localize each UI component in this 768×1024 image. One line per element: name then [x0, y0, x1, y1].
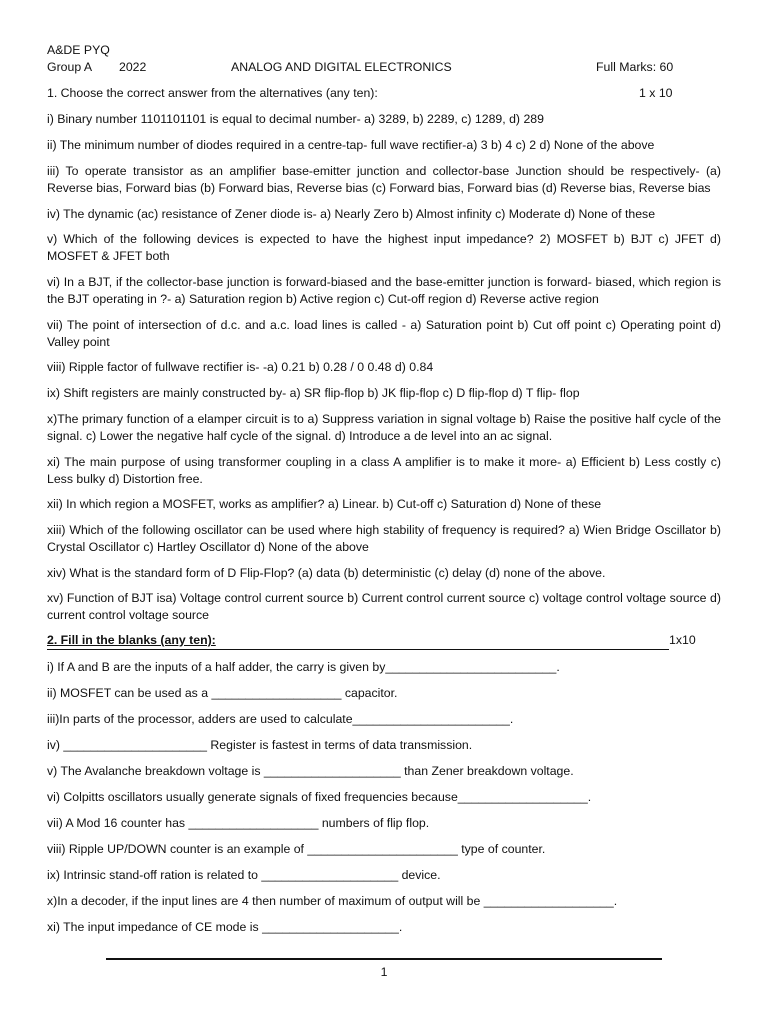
- mcq-item: xv) Function of BJT isa) Voltage control current source b) Current control current source c) voltage control voltage source d) current control voltage source: [47, 591, 721, 622]
- mcq-item: i) Binary number 1101101101 is equal to decimal number- a) 3289, b) 2289, c) 1289, d) 289: [47, 112, 544, 126]
- footer-divider: [106, 958, 662, 960]
- blank-item: ii) MOSFET can be used as a ___________________ capacitor.: [47, 686, 398, 700]
- mcq-item: x)The primary function of a elamper circuit is to a) Suppress variation in signal voltage b) Raise the positive half cycle of the signal. c) Lower the negative half cycle of the signal. d) Introduce a de level into an ac signal.: [47, 412, 721, 443]
- section1-marks: 1 x 10: [639, 86, 673, 100]
- blank-item: iv) _____________________ Register is fastest in terms of data transmission.: [47, 738, 473, 752]
- blank-item: iii)In parts of the processor, adders are used to calculate_______________________.: [47, 712, 514, 726]
- blank-item: vii) A Mod 16 counter has ___________________ numbers of flip flop.: [47, 816, 430, 830]
- exam-year: 2022: [119, 60, 147, 74]
- mcq-item: vi) In a BJT, if the collector-base junction is forward-biased and the base-emitter junction is forward- biased, which region is the BJT operating in ?- a) Saturation region b) Active region c) Cut-off region d) Reverse active region: [47, 275, 721, 306]
- mcq-item: xiv) What is the standard form of D Flip-Flop? (a) data (b) deterministic (c) delay (d) none of the above.: [47, 566, 606, 580]
- mcq-item: viii) Ripple factor of fullwave rectifier is- -a) 0.21 b) 0.28 / 0 0.48 d) 0.84: [47, 360, 434, 374]
- section1-title: 1. Choose the correct answer from the alternatives (any ten):: [47, 86, 378, 100]
- mcq-item: vii) The point of intersection of d.c. and a.c. load lines is called - a) Saturation point b) Cut off point c) Operating point d) Valley point: [47, 318, 721, 349]
- group-label: Group A: [47, 60, 93, 74]
- mcq-item: ix) Shift registers are mainly constructed by- a) SR flip-flop b) JK flip-flop c) D flip-flop d) T flip- flop: [47, 386, 580, 400]
- paper-code: A&DE PYQ: [47, 43, 110, 57]
- mcq-item: ii) The minimum number of diodes required in a centre-tap- full wave rectifier-a) 3 b) 4 c) 2 d) None of the above: [47, 138, 655, 152]
- full-marks: Full Marks: 60: [596, 60, 674, 74]
- page-number: 1: [380, 965, 388, 979]
- blank-item: v) The Avalanche breakdown voltage is ____________________ than Zener breakdown voltage.: [47, 764, 574, 778]
- mcq-item: iv) The dynamic (ac) resistance of Zener diode is- a) Nearly Zero b) Almost infinity c) Moderate d) None of these: [47, 207, 656, 221]
- section2-title: 2. Fill in the blanks (any ten):: [47, 633, 216, 647]
- blank-item: ix) Intrinsic stand-off ration is related to ____________________ device.: [47, 868, 441, 882]
- blank-item: xi) The input impedance of CE mode is ____________________.: [47, 920, 403, 934]
- blank-item: vi) Colpitts oscillators usually generate signals of fixed frequencies because___________________.: [47, 790, 592, 804]
- mcq-item: iii) To operate transistor as an amplifier base-emitter junction and collector-base Junction should be respectively- (a) Reverse bias, Forward bias (b) Forward bias, Reverse bias (c) Forward bias, Forward bias (d) Reverse bias, Reverse bias: [47, 164, 721, 195]
- blank-item: x)In a decoder, if the input lines are 4 then number of maximum of output will be ___________________.: [47, 894, 618, 908]
- mcq-item: xii) In which region a MOSFET, works as amplifier? a) Linear. b) Cut-off c) Saturation d) None of these: [47, 497, 602, 511]
- mcq-item: xiii) Which of the following oscillator can be used where high stability of frequency is required? a) Wien Bridge Oscillator b) Crystal Oscillator c) Hartley Oscillator d) None of the above: [47, 523, 721, 554]
- subject-title: ANALOG AND DIGITAL ELECTRONICS: [231, 60, 452, 74]
- mcq-item: xi) The main purpose of using transformer coupling in a class A amplifier is to make it more- a) Efficient b) Less costly c) Less bulky d) Distortion free.: [47, 455, 721, 486]
- blank-item: viii) Ripple UP/DOWN counter is an example of ______________________ type of counter.: [47, 842, 546, 856]
- mcq-item: v) Which of the following devices is expected to have the highest input impedance? 2) MOSFET b) BJT c) JFET d) MOSFET & JFET both: [47, 232, 721, 263]
- section2-marks: 1x10: [669, 633, 696, 647]
- section2-title-row: [47, 633, 669, 650]
- blank-item: i) If A and B are the inputs of a half adder, the carry is given by_________________________.: [47, 660, 560, 674]
